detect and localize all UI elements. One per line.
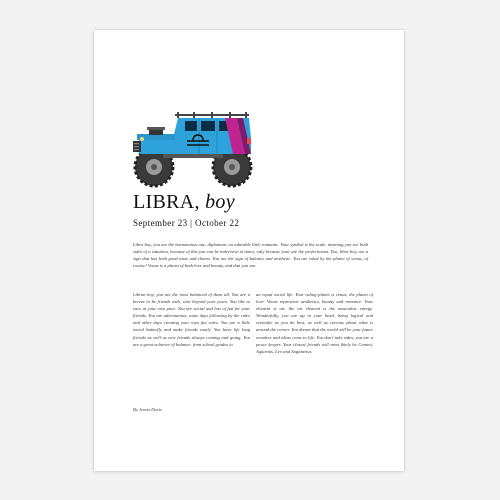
monster-truck-illustration	[133, 110, 253, 188]
author-byline: By Jenna Davie	[133, 407, 163, 412]
date-range: September 23 | October 22	[133, 218, 240, 228]
page-title	[133, 190, 235, 214]
right-column-text: an equal social life. Your ruling planet is venus, the planet of love. Venus represents aesthetics, beauty and romance. Your element is air, the air element is the masculine energy. Wonderfully, you are up in your head, being logical and scientific as you do best, as well as curious about what is around the corner. You dream that the world will be your future wonders and ideas come to life. You don't take sides, you are a peace keeper. Your closest friends will most likely be Gemini, Aquarius, Leo and Sagittarius.	[256, 292, 373, 354]
title-gender: boy	[205, 191, 235, 213]
intro-paragraph: Libra boy, you are the harmonious one, diplomatic an adorable little romantic. Your symbol is the scale, meaning you see both sides of a situation, because of this you can be indecisive at times, only because your are the perfectionist. You, libra boy, are a sign that has both good taste and charm. You are the sign of balance and aesthetic. You are ruled by the planet of venus, of course! Venus is a planet of both love and beauty, and that you are.	[133, 242, 368, 269]
left-column-text: Libran boy, you are the most balanced of them all. You are a breeze to be friends with, wise beyond your years. You like to race at your own pace. You are social and lots of fun for your friends. You are adventurous, some days following by the rules and other days creating your own fun rules. You are a little social butterfly and make friends easily. You have life long friends as well as new friends always coming and going. You are a great achiever of balance, from school grades to	[133, 292, 250, 347]
title-sign: LIBRA,	[133, 191, 200, 213]
